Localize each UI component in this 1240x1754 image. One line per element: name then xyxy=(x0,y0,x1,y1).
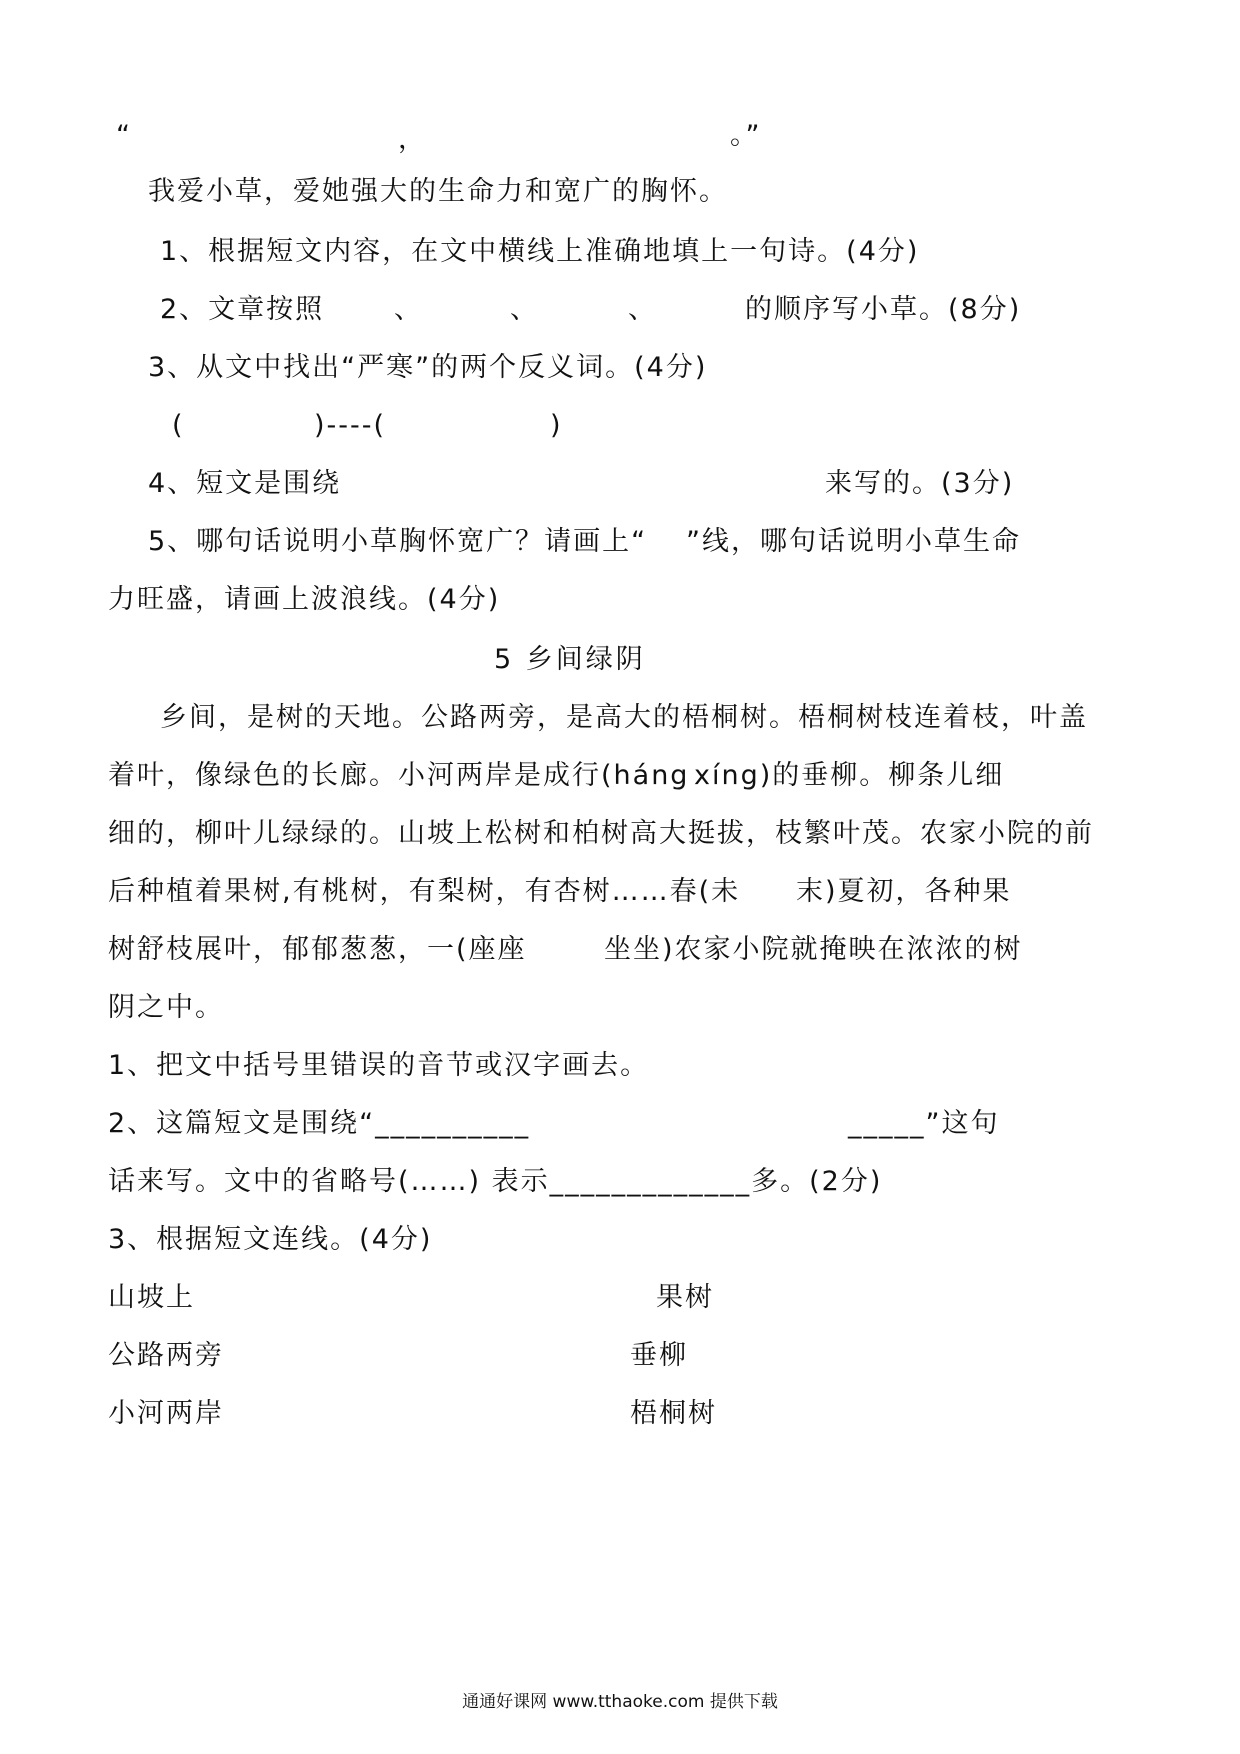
match-left-item: 小河两岸 xyxy=(108,1398,224,1429)
q4-5-line1-b: ”线，哪句话说明小草生命 xyxy=(686,526,1021,557)
match-left-item: 公路两旁 xyxy=(108,1340,224,1371)
q5-2-line2: 话来写。文中的省略号(……) 表示_____________多。(2分) xyxy=(108,1166,883,1197)
q4-2-sep-3: 、 xyxy=(628,294,657,325)
q4-3-paren-close-2: ) xyxy=(550,410,563,441)
passage5-line-3: 细的，柳叶儿绿绿的。山坡上松树和柏树高大挺拔，枝繁叶茂。农家小院的前 xyxy=(108,818,1094,849)
passage5-title: 5 乡间绿阴 xyxy=(494,644,646,675)
passage5-line-2-a: 着叶，像绿色的长廊。小河两岸是成行(háng xyxy=(108,760,690,791)
q4-2-sep-2: 、 xyxy=(510,294,539,325)
quote-close: 。” xyxy=(730,120,762,151)
quote-comma: ， xyxy=(398,124,427,155)
q5-2-b: _____”这句 xyxy=(848,1108,1000,1139)
passage4-closing-line: 我爱小草，爱她强大的生命力和宽广的胸怀。 xyxy=(148,176,728,207)
q4-2-suffix: 的顺序写小草。(8分) xyxy=(745,294,1022,325)
passage5-line-4-b: 末)夏初，各种果 xyxy=(796,876,1012,907)
q4-2-sep-1: 、 xyxy=(394,294,423,325)
quote-open: “ xyxy=(116,120,132,151)
q4-2-prefix: 2、文章按照 xyxy=(160,294,325,325)
match-right-item: 梧桐树 xyxy=(630,1398,717,1429)
passage5-line-2-b: xíng)的垂柳。柳条儿细 xyxy=(694,760,1005,791)
match-left-item: 山坡上 xyxy=(108,1282,195,1313)
q4-5-line1-a: 5、哪句话说明小草胸怀宽广？请画上“ xyxy=(148,526,648,557)
q4-4-prefix: 4、短文是围绕 xyxy=(148,468,342,499)
passage5-line-5-a: 树舒枝展叶，郁郁葱葱，一(座座 xyxy=(108,934,527,965)
q4-3: 3、从文中找出“严寒”的两个反义词。(4分) xyxy=(148,352,708,383)
q4-5-line2: 力旺盛，请画上波浪线。(4分) xyxy=(108,584,501,615)
q5-2-a: 2、这篇短文是围绕“__________ xyxy=(108,1108,531,1139)
q4-4-suffix: 来写的。(3分) xyxy=(825,468,1015,499)
match-right-item: 垂柳 xyxy=(630,1340,688,1371)
match-right-item: 果树 xyxy=(656,1282,714,1313)
passage5-line-5-b: 坐坐)农家小院就掩映在浓浓的树 xyxy=(604,934,1023,965)
passage5-line-1: 乡间，是树的天地。公路两旁，是高大的梧桐树。梧桐树枝连着枝，叶盖 xyxy=(160,702,1088,733)
page-footer: 通通好课网 www.tthaoke.com 提供下载 xyxy=(462,1692,778,1712)
q5-3: 3、根据短文连线。(4分) xyxy=(108,1224,433,1255)
passage5-line-6: 阴之中。 xyxy=(108,992,224,1023)
q4-3-paren-open-1: ( xyxy=(172,410,185,441)
passage5-line-4-a: 后种植着果树,有桃树，有梨树，有杏树……春(未 xyxy=(108,876,741,907)
q4-1: 1、根据短文内容，在文中横线上准确地填上一句诗。(4分) xyxy=(160,236,920,267)
q4-3-paren-mid: )----( xyxy=(314,410,387,441)
q5-1: 1、把文中括号里错误的音节或汉字画去。 xyxy=(108,1050,650,1081)
